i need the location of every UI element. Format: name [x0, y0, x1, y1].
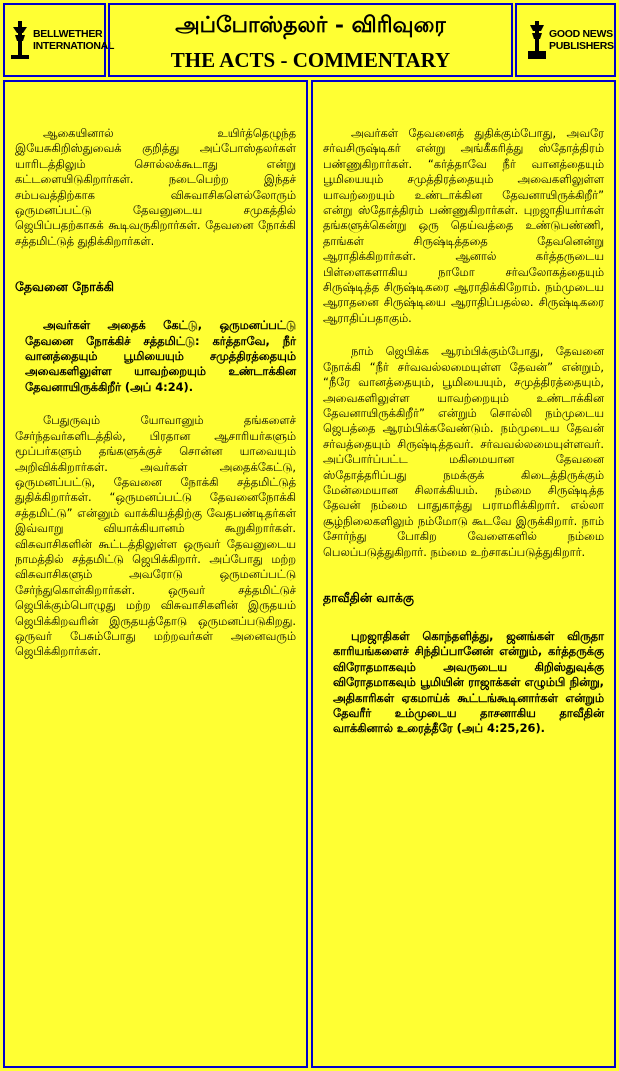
title-english: THE ACTS - COMMENTARY — [170, 48, 451, 72]
left-heading: தேவனை நோக்கி — [15, 279, 114, 295]
header-right-logo-box — [515, 3, 616, 77]
left-logo-line1: BELLWETHER — [33, 28, 103, 40]
title-tamil: அப்போஸ்தலர் - விரிவுரை — [175, 12, 446, 38]
good-news-logo — [527, 19, 614, 61]
left-paragraph-1: ஆகையினால் உயிர்த்தெழுந்த இயேசுகிறிஸ்துவைக் குறித்து அப்போஸ்தலர்கள் யாரிடத்திலும் சொல்லக்கூடாது என்று கட்டளையிடுகிறார்கள். நடைபெற்ற இந்தச் சம்பவத்திற்காக விசுவாசிகளெல்லோரும் ஒருமனப்பட்டு தேவனுடைய சமுகத்தில் ஜெபிப்பதற்காகக் கூடிவருகிறார்கள். தேவனை நோக்கி சத்தமிட்டுத் துதிக்கிறார்கள். — [15, 126, 296, 248]
right-logo-line2: PUBLISHERS — [549, 40, 614, 52]
left-paragraph-2: பேதுருவும் யோவானும் தங்களைச் சேர்ந்தவர்களிடத்தில், பிரதான ஆசாரியர்களும் மூப்பர்களும் தங்களுக்குச் சொன்ன யாவையும் அறிவிக்கிறார்கள். அவர்கள் அதைக்கேட்டு, ஒருமனப்பட்டு, தேவனை நோக்கி சத்தமிட்டுத் துதிக்கிறார்கள். “ஒருமனப்பட்டு தேவனைநோக்கி சத்தமிட்டு” என்னும் வாக்கியத்திற்கு வேதபண்டிதர்கள் இவ்வாறு வியாக்கியானம் கூறுகிறார்கள். விசுவாசிகளின் கூட்டத்திலுள்ள ஒருவர் தேவனுடைய நாமத்தில் சத்தமிட்டு ஜெபிக்கிறார். அப்போது மற்ற விசுவாசிகளும் அவரோடு ஒருமனப்பட்டு சேர்ந்துகொள்கிறார்கள். ஒருவர் சத்தமிட்டுச் ஜெபிக்கும்பொழுது மற்ற விசுவாசிகளின் இருதயம் ஜெபிக்கிறவரின் இருதயத்தோடு ஒருமனப்படுகிறது. ஒருவர் பேசும்போது மற்றவர்கள் அனைவரும் ஜெபிக்கிறார்கள். — [15, 413, 296, 659]
header-left-logo-box — [3, 3, 115, 77]
header-title-box — [108, 3, 513, 77]
bellwether-logo — [9, 19, 114, 61]
good-news-emblem-icon — [527, 19, 547, 61]
bellwether-emblem-icon — [9, 19, 31, 61]
left-logo-line2: INTERNATIONAL — [33, 40, 115, 52]
right-paragraph-2: நாம் ஜெபிக்க ஆரம்பிக்கும்போது, தேவனை நோக்கி “நீர் சர்வவல்லமையுள்ள தேவன்” என்றும், “நீரே வானத்தையும், பூமியையும், சமுத்திரத்தையும், அவைகளிலுள்ள யாவற்றையும் உண்டாக்கின தேவனாயிருக்கிறீர்” என்றும் சொல்லி நம்முடைய ஜெபத்தை ஆரம்பிக்கவேண்டும். நம்முடைய தேவன் சர்வத்தையும் சிருஷ்டித்தவர். சர்வவல்லமையுள்ளவர். அப்போர்ப்பட்ட மகிமையான தேவனை ஸ்தோத்தரிப்பது நமக்குக் கிடைத்திருக்கும் மேன்மையான சிலாக்கியம். நம்மை சிருஷ்டித்த தேவன் நம்மை பாதுகாத்து பராமரிக்கிறார். எல்லா சூழ்நிலைகளிலும் நம்மோடு கூடவே இருக்கிறார். நாம் சோர்ந்து போகிற வேளைகளில் நம்மை பெலப்படுத்துகிறார். நம்மை உற்சாகப்படுத்துகிறார். — [323, 344, 604, 559]
right-logo-line1: GOOD NEWS — [549, 28, 613, 40]
right-column — [311, 80, 616, 1068]
right-verse: புறஜாதிகள் கொந்தளித்து, ஜனங்கள் விருதா காரியங்களைச் சிந்திப்பானேன் என்றும், கர்த்தருக்கு விரோதமாகவும் அவருடைய கிறிஸ்துவுக்கு விரோதமாகவும் பூமியின் ராஜாக்கள் எழும்பி நின்று, அதிகாரிகள் ஏகமாய்க் கூட்டங்கூடினார்கள் என்றும் தேவரீர் உம்முடைய தாசனாகிய தாவீதின் வாக்கினால் உரைத்தீரே (அப் 4:25,26). — [333, 628, 604, 736]
right-paragraph-1: அவர்கள் தேவனைத் துதிக்கும்போது, அவரே சர்வசிருஷ்டிகர் என்று அங்கீகரித்து ஸ்தோத்திரம் பண்ணுகிறார்கள். “கர்த்தாவே நீர் வானத்தையும் பூமியையும் சமுத்திரத்தையும் அவைகளிலுள்ள யாவற்றையும் உண்டாக்கின தேவனாயிருக்கிறீர்” என்று ஸ்தோத்திரம் பண்ணுகிறார்கள். புறஜாதியார்கள் தங்களுக்கென்று ஒரு தெய்வத்தை உண்டுபண்ணி, தாங்கள் சிருஷ்டித்ததை தேவனென்று ஆராதிக்கிறார்கள். ஆனால் கர்த்தருடைய பிள்ளைகளாகிய நாமோ சர்வலோகத்தையும் சிருஷ்டித்த சிருஷ்டிகரை ஆராதிக்கிறோம். நம்முடைய ஆராதனை சிருஷ்டியை ஆராதிப்பதல்ல. சிருஷ்டிகரை ஆராதிப்பதாகும். — [323, 126, 604, 325]
left-verse: அவர்கள் அதைக் கேட்டு, ஒருமனப்பட்டு தேவனை நோக்கிச் சத்தமிட்டு: கர்த்தாவே, நீர் வானத்தையும் பூமியையும் சமுத்திரத்தையும் அவைகளிலுள்ள யாவற்றையும் உண்டாக்கின தேவனாயிருக்கிறீர் (அப் 4:24). — [25, 318, 296, 394]
left-column — [3, 80, 308, 1068]
right-heading: தாவீதின் வாக்கு — [323, 589, 414, 605]
